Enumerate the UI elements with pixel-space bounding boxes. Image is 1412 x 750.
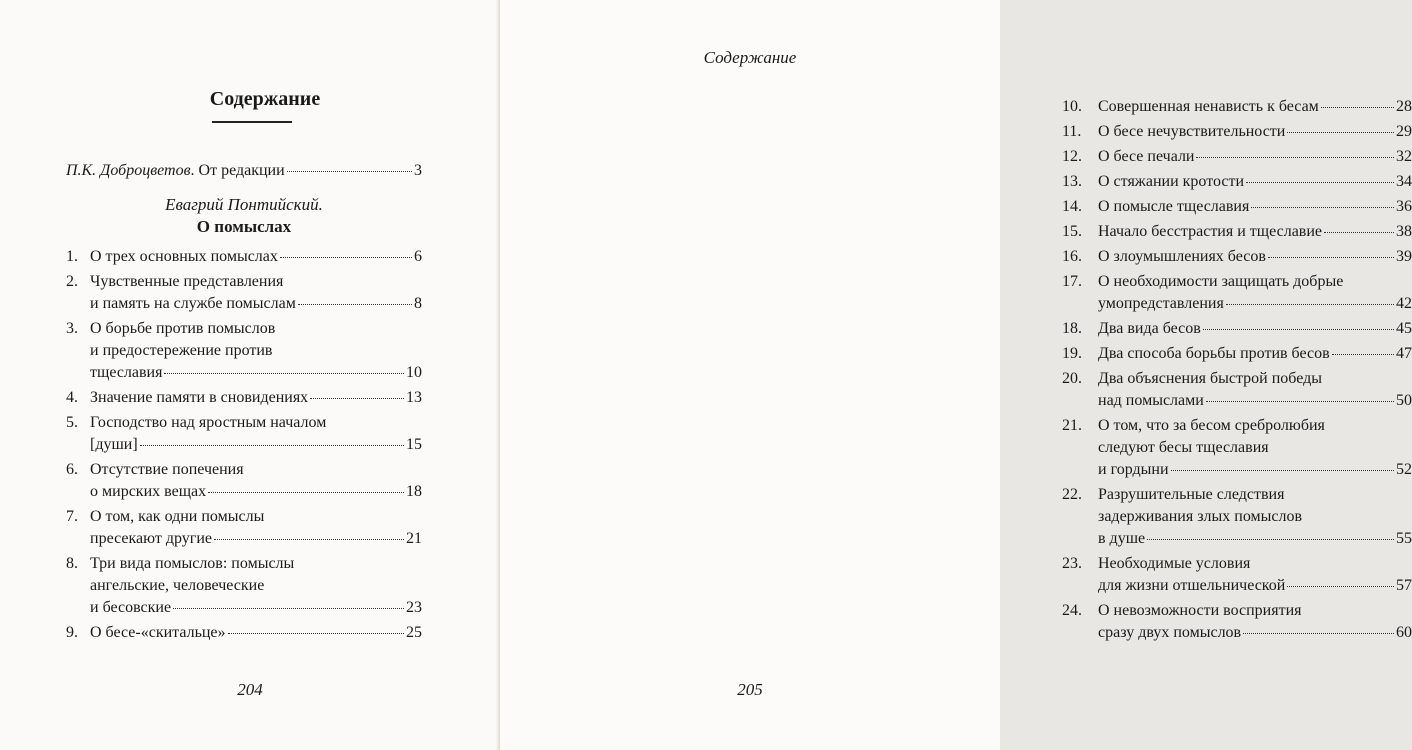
toc-entry: [66, 271, 422, 315]
toc-entry: [66, 506, 422, 550]
entry-page: 52: [1396, 461, 1412, 478]
entry-title-line: Начало бесстрастия и тщеславие: [1098, 223, 1323, 240]
entry-page: 39: [1396, 248, 1412, 265]
toc-entry: [1062, 221, 1412, 243]
entry-number: 13.: [1062, 173, 1082, 190]
entry-page: 25: [406, 624, 422, 641]
leader-dots: [1243, 633, 1394, 634]
entry-number: 9.: [66, 624, 78, 641]
entry-number: 10.: [1062, 98, 1082, 115]
page-number: 205: [737, 680, 763, 699]
entry-number: 1.: [66, 248, 78, 265]
entry-page: 10: [406, 364, 422, 381]
entry-page: 13: [406, 389, 422, 406]
entry-page: 29: [1396, 123, 1412, 140]
entry-page: 8: [414, 295, 422, 312]
entry-title-line: Разрушительные следствия: [1098, 486, 1285, 503]
toc-entry: [66, 387, 422, 409]
leader-dots: [1324, 232, 1394, 233]
entry-title-line: Два объяснения быстрой победы: [1098, 370, 1322, 387]
left-page: [0, 0, 500, 750]
toc-entry: [1062, 146, 1412, 168]
entry-page: 42: [1396, 295, 1412, 312]
entry-number: 17.: [1062, 273, 1082, 290]
entry-number: 3.: [66, 320, 78, 337]
entry-page: 55: [1396, 530, 1412, 547]
entry-title-line: следуют бесы тщеславия: [1098, 439, 1269, 456]
entry-title-line: Отсутствие попечения: [90, 461, 244, 478]
entry-number: 5.: [66, 414, 78, 431]
entry-title-line: О трех основных помыслах: [90, 248, 278, 265]
leader-dots: [1321, 107, 1394, 108]
entry-title-line: задерживания злых помыслов: [1098, 508, 1303, 525]
entry-number: 8.: [66, 555, 78, 572]
leader-dots: [214, 539, 404, 540]
toc-entry: [66, 553, 422, 619]
toc-left: [66, 160, 422, 647]
entry-title-line: Необходимые условия: [1098, 555, 1251, 572]
intro-page: 3: [414, 162, 422, 179]
toc-entry: [1062, 196, 1412, 218]
entry-page: 38: [1396, 223, 1412, 240]
leader-dots: [208, 492, 404, 493]
toc-entry: [1062, 553, 1412, 597]
leader-dots: [310, 398, 404, 399]
toc-entry: [1062, 600, 1412, 644]
entry-page: 50: [1396, 392, 1412, 409]
entry-number: 18.: [1062, 320, 1082, 337]
entry-number: 24.: [1062, 602, 1082, 619]
right-page: [500, 0, 1412, 750]
entry-title-line: О злоумышлениях бесов: [1098, 248, 1266, 265]
entry-page: 6: [414, 248, 422, 265]
toc-entry: [1062, 271, 1412, 315]
leader-dots: [1287, 132, 1394, 133]
entry-title-line: О помысле тщеславия: [1098, 198, 1250, 215]
entry-title-line: о мирских вещах: [90, 483, 207, 500]
leader-dots: [287, 171, 412, 172]
toc-entry: [1062, 368, 1412, 412]
entry-number: 15.: [1062, 223, 1082, 240]
toc-entry: [1062, 171, 1412, 193]
toc-entries-right: [1062, 96, 1412, 644]
entry-number: 14.: [1062, 198, 1082, 215]
leader-dots: [1332, 354, 1394, 355]
section-title: О помыслах: [196, 217, 292, 236]
leader-dots: [164, 373, 404, 374]
entry-title-line: и гордыни: [1098, 461, 1169, 478]
entry-title-line: умопредставления: [1098, 295, 1224, 312]
entry-title-line: тщеславия: [90, 364, 163, 381]
leader-dots: [1246, 182, 1394, 183]
entry-page: 28: [1396, 98, 1412, 115]
leader-dots: [1226, 304, 1394, 305]
entry-title-line: Два вида бесов: [1098, 320, 1201, 337]
entry-page: 36: [1396, 198, 1412, 215]
toc-entry: [1062, 96, 1412, 118]
toc-entry: [66, 246, 422, 268]
page-title: Содержание: [209, 88, 321, 110]
entry-page: 18: [406, 483, 422, 500]
intro-author: П.К. Доброцветов: [66, 162, 191, 179]
entry-title-line: и бесовские: [90, 599, 172, 616]
entry-number: 21.: [1062, 417, 1082, 434]
entry-page: 15: [406, 436, 422, 453]
running-head: Содержание: [703, 48, 797, 67]
entry-title-line: над помыслами: [1098, 392, 1204, 409]
entry-title-line: Значение памяти в сновидениях: [90, 389, 309, 406]
entry-page: 60: [1396, 624, 1412, 641]
leader-dots: [1206, 401, 1394, 402]
leader-dots: [1203, 329, 1394, 330]
title-rule: [212, 121, 292, 123]
leader-dots: [1171, 470, 1394, 471]
entry-number: 19.: [1062, 345, 1082, 362]
entry-title-line: О бесе-«скитальце»: [90, 624, 226, 641]
entry-number: 7.: [66, 508, 78, 525]
entry-number: 4.: [66, 389, 78, 406]
leader-dots: [280, 257, 412, 258]
entry-number: 11.: [1062, 123, 1082, 140]
leader-dots: [1287, 586, 1394, 587]
toc-entry: [1062, 343, 1412, 365]
entry-title-line: Господство над яростным началом: [90, 414, 327, 431]
entry-title-line: Два способа борьбы против бесов: [1098, 345, 1330, 362]
entry-number: 23.: [1062, 555, 1082, 572]
leader-dots: [298, 304, 412, 305]
entry-number: 16.: [1062, 248, 1082, 265]
entry-number: 22.: [1062, 486, 1082, 503]
entry-title-line: [души]: [90, 436, 138, 453]
toc-entry: [66, 412, 422, 456]
entry-title-line: О борьбе против помыслов: [90, 320, 276, 337]
section-author: Евагрий Понтийский.: [165, 195, 323, 214]
entry-title-line: Чувственные представления: [90, 273, 284, 290]
entry-number: 20.: [1062, 370, 1082, 387]
entry-title-line: и память на службе помыслам: [90, 295, 296, 312]
entry-title-line: сразу двух помыслов: [1098, 624, 1242, 641]
toc-entry: [66, 622, 422, 644]
entry-title-line: и предостережение против: [90, 342, 273, 359]
entry-title-line: для жизни отшельнической: [1098, 577, 1286, 594]
leader-dots: [1147, 539, 1394, 540]
entry-title-line: Совершенная ненависть к бесам: [1098, 98, 1319, 115]
leader-dots: [140, 445, 404, 446]
page-number: 204: [237, 680, 263, 699]
entry-title-line: пресекают другие: [90, 530, 212, 547]
entry-number: 12.: [1062, 148, 1082, 165]
toc-entry: [66, 459, 422, 503]
entry-page: 32: [1396, 148, 1412, 165]
entry-number: 6.: [66, 461, 78, 478]
toc-entry: [1062, 415, 1412, 481]
toc-intro: [66, 160, 422, 182]
entry-title-line: О невозможности восприятия: [1098, 602, 1302, 619]
leader-dots: [1251, 207, 1394, 208]
entry-page: 21: [406, 530, 422, 547]
toc-entry: [1062, 121, 1412, 143]
toc-entries-left: [66, 246, 422, 644]
entry-title-line: О бесе нечувствительности: [1098, 123, 1286, 140]
entry-page: 23: [406, 599, 422, 616]
toc-entry: [66, 318, 422, 384]
entry-page: 34: [1396, 173, 1412, 190]
entry-page: 47: [1396, 345, 1412, 362]
entry-title-line: Три вида помыслов: помыслы: [90, 555, 295, 572]
entry-page: 45: [1396, 320, 1412, 337]
leader-dots: [1196, 157, 1394, 158]
entry-title-line: О необходимости защищать добрые: [1098, 273, 1344, 290]
toc-entry: [1062, 246, 1412, 268]
intro-text: . От редакции: [190, 162, 285, 179]
entry-page: 57: [1396, 577, 1412, 594]
toc-entry: [1062, 318, 1412, 340]
toc-entry: [1062, 484, 1412, 550]
entry-title-line: в душе: [1098, 530, 1146, 547]
leader-dots: [228, 633, 404, 634]
entry-title-line: О том, как одни помыслы: [90, 508, 265, 525]
entry-title-line: О том, что за бесом сребролюбия: [1098, 417, 1325, 434]
leader-dots: [1268, 257, 1394, 258]
entry-title-line: ангельские, человеческие: [90, 577, 265, 594]
toc-right: [1062, 96, 1412, 647]
leader-dots: [173, 608, 404, 609]
entry-title-line: О стяжании кротости: [1098, 173, 1245, 190]
entry-title-line: О бесе печали: [1098, 148, 1195, 165]
entry-number: 2.: [66, 273, 78, 290]
